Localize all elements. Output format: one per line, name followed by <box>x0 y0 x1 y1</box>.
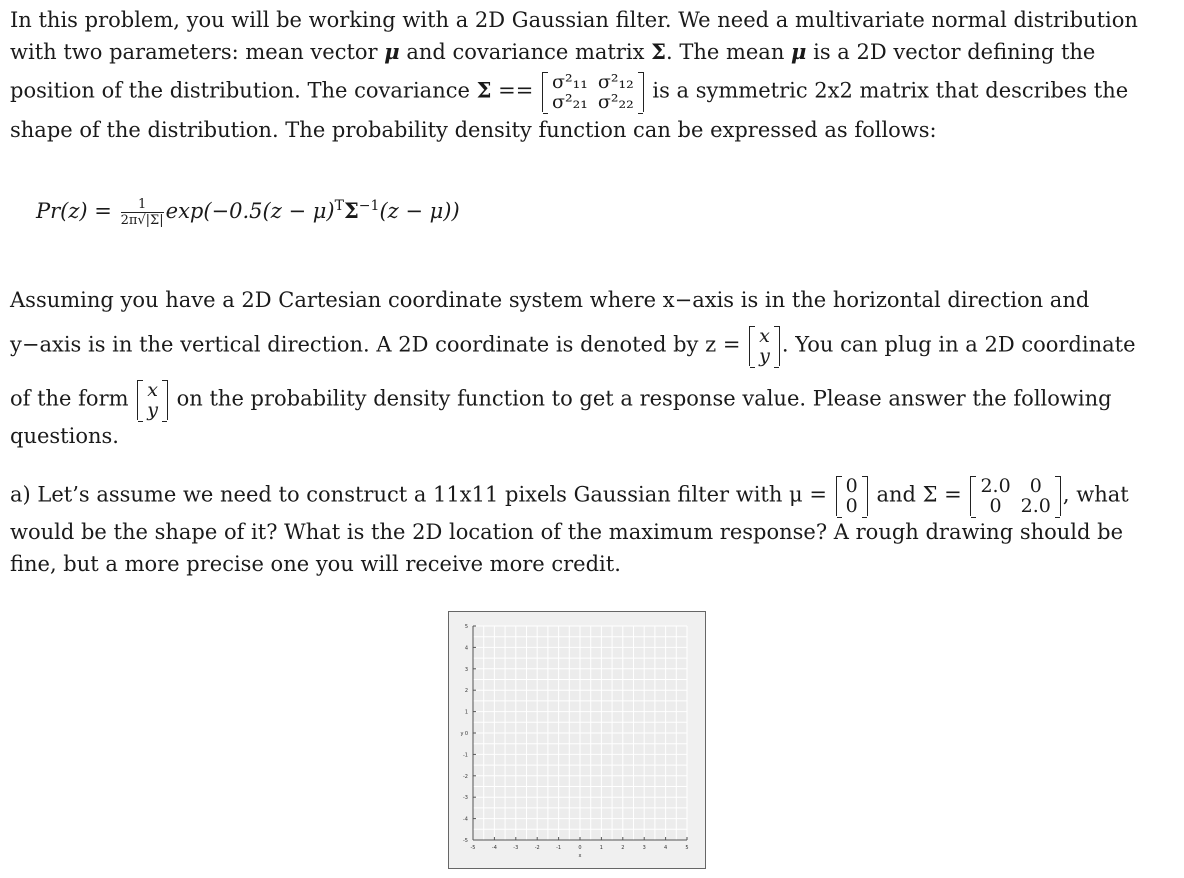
double-equals: == <box>498 78 534 103</box>
formula-rhs-a: exp(−0.5(z − μ) <box>165 199 335 223</box>
z-x: x <box>759 325 770 347</box>
y-tick-label: 4 <box>464 645 468 652</box>
coord-l3b: on the probability density function to get a response value. Please answer the following <box>176 386 1112 411</box>
intro-l2b: and covariance matrix <box>406 40 645 64</box>
qa-line-1 <box>10 476 1142 516</box>
x-axis-label: x <box>578 853 582 859</box>
x-tick-label: 3 <box>642 845 646 851</box>
sigma-matrix <box>970 476 1060 516</box>
x-tick-label: 0 <box>578 845 582 851</box>
z-vector <box>749 326 780 366</box>
y-tick-label: -4 <box>463 816 468 823</box>
y-tick-label: -1 <box>463 752 468 759</box>
x-tick-label: 1 <box>599 845 603 851</box>
coord-l3a: of the form <box>10 386 129 411</box>
cov-21: σ²₂₁ <box>552 91 588 113</box>
mu-vector <box>836 476 868 516</box>
formula-sigma: Σ <box>343 198 359 223</box>
intro-paragraph <box>10 4 1142 146</box>
formula-lhs: Pr(z) = <box>36 199 112 223</box>
y-tick-label: 0 <box>464 731 468 737</box>
intro-l2c: . The mean <box>665 40 785 64</box>
x-tick-label: -2 <box>534 845 540 851</box>
intro-line-2 <box>10 36 1142 68</box>
cov-12: σ²₁₂ <box>597 71 634 93</box>
y-tick-label: -2 <box>463 773 468 780</box>
mu-vec-0: 0 <box>845 475 858 497</box>
frac-numerator: 1 <box>121 197 164 213</box>
answer-plot <box>448 611 706 869</box>
coord-line-2 <box>10 326 1142 366</box>
y-tick-label: -5 <box>463 838 468 844</box>
y-axis-label: y <box>460 731 464 737</box>
coord-l2b: . You can plug in a 2D coordinate <box>781 332 1136 357</box>
coord-line-4: questions. <box>10 424 119 448</box>
coord-line-1: Assuming you have a 2D Cartesian coordinate system where x−axis is in the horizontal direction and <box>10 288 1090 312</box>
x-tick-label: 2 <box>621 845 625 851</box>
cov-11: σ²₁₁ <box>552 71 588 93</box>
pdf-formula <box>36 190 1168 228</box>
formula-rhs-c: (z − μ)) <box>379 199 460 223</box>
intro-l2a: with two parameters: mean vector <box>10 40 378 64</box>
qa-l1a: a) Let’s assume we need to construct a 11x11 pixels Gaussian filter with μ = <box>10 482 827 507</box>
cov-22: σ²₂₂ <box>597 91 634 113</box>
intro-line-4: shape of the distribution. The probability density function can be expressed as follows: <box>10 118 937 142</box>
qa-l1b: and Σ = <box>876 482 962 507</box>
plot-svg <box>449 612 705 868</box>
mu-vec-1: 0 <box>845 495 858 517</box>
intro-line-1: In this problem, you will be working with a 2D Gaussian filter. We need a multivariate normal distribution <box>10 8 1138 32</box>
x-tick-label: 4 <box>664 845 668 851</box>
sigma-01: 0 <box>1029 475 1042 497</box>
frac-denominator: 2π√|Σ| <box>120 213 164 228</box>
sigma-symbol: Σ <box>651 39 666 64</box>
sigma-11: 2.0 <box>1020 495 1051 517</box>
x-tick-label: -4 <box>491 845 497 851</box>
intro-l3a: position of the distribution. The covariance <box>10 78 470 103</box>
qa-line-3: fine, but a more precise one you will receive more credit. <box>10 552 621 576</box>
xy-x: x <box>147 379 158 401</box>
x-tick-label: -1 <box>556 845 562 851</box>
qa-line-2: would be the shape of it? What is the 2D location of the maximum response? A rough drawing should be <box>10 520 1123 544</box>
mu-symbol-2: μ <box>791 39 807 64</box>
formula-sup-inv: −1 <box>358 198 380 214</box>
y-tick-label: 3 <box>464 666 468 673</box>
covariance-matrix <box>542 72 644 112</box>
coordinate-paragraph <box>10 284 1142 452</box>
x-tick-label: -5 <box>470 845 476 851</box>
xy-y: y <box>147 399 158 421</box>
xy-vector <box>137 380 168 420</box>
y-tick-label: 2 <box>464 688 468 695</box>
intro-line-3 <box>10 72 1142 112</box>
question-a <box>10 476 1142 580</box>
y-tick-label: 5 <box>464 624 468 630</box>
y-tick-label: -3 <box>463 795 468 802</box>
formula-fraction <box>121 197 164 228</box>
sigma-00: 2.0 <box>980 475 1011 497</box>
qa-l1c: , what <box>1062 482 1129 507</box>
x-tick-label: 5 <box>685 845 689 851</box>
intro-l3b: is a symmetric 2x2 matrix that describes the <box>652 78 1129 103</box>
intro-l2d: is a 2D vector defining the <box>813 40 1096 64</box>
sigma-10: 0 <box>989 495 1002 517</box>
coord-l2a: y−axis is in the vertical direction. A 2D coordinate is denoted by z = <box>10 332 741 357</box>
coord-line-3 <box>10 380 1142 420</box>
mu-symbol: μ <box>384 39 400 64</box>
y-tick-label: 1 <box>464 709 468 716</box>
z-y: y <box>759 345 770 367</box>
formula-sup-t: T <box>334 198 344 214</box>
x-tick-label: -3 <box>513 845 519 851</box>
sigma-symbol-2: Σ <box>476 77 492 103</box>
